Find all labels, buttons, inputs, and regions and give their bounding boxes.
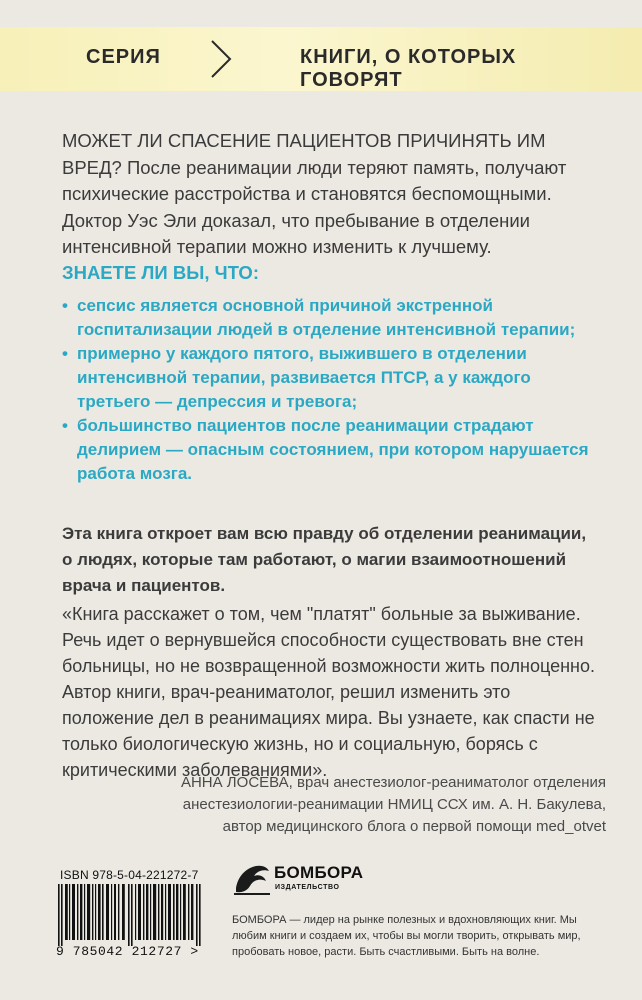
bombora-wave-logo-icon [232, 858, 272, 896]
did-you-know-list [62, 294, 592, 486]
publisher-name: БОМБОРА [274, 863, 364, 882]
series-label: СЕРИЯ [86, 46, 161, 68]
fact-text: примерно у каждого пятого, выжившего в отделении интенсивной терапии, развивается ПТСР, а у каждого третьего — депрессия и тревога; [77, 344, 531, 411]
list-item [62, 294, 592, 342]
did-you-know-heading: ЗНАЕТЕ ЛИ ВЫ, ЧТО: [62, 262, 259, 283]
fact-text: большинство пациентов после реанимации страдают делирием — опасным состоянием, при котором нарушается работа мозга. [77, 416, 589, 483]
bullet-icon: • [62, 296, 68, 315]
publisher-subtitle: ИЗДАТЕЛЬСТВО [275, 884, 340, 891]
attribution-line: анестезиологии-реанимации НМИЦ ССХ им. А. Н. Бакулева, [182, 796, 606, 813]
attribution-line: АННА ЛОСЕВА, врач анестезиолог-реаниматолог отделения [180, 774, 606, 791]
chevron-right-icon [206, 37, 236, 81]
bullet-icon: • [62, 416, 68, 435]
list-item [62, 342, 592, 414]
review-quote: «Книга расскажет о том, чем "платят" больные за выживание. Речь идет о вернувшейся способности существовать вне стен больницы, но не возвращенной возможности жить полноценно. Автор книги, врач-реаниматолог, решил изменить это положение дел в реанимациях мира. Вы узнаете, как спасти не только биологическую жизнь, но и социальную, борясь с критическими заболеваниями». [62, 604, 595, 780]
promo-paragraph: Эта книга откроет вам всю правду об отделении реанимации, о людях, которые там работают, о магии взаимоотношений врача и пациентов. [62, 524, 587, 595]
series-band [0, 27, 642, 91]
bullet-icon: • [62, 344, 68, 363]
series-title: КНИГИ, О КОТОРЫХ ГОВОРЯТ [300, 46, 517, 91]
lead-paragraph: МОЖЕТ ЛИ СПАСЕНИЕ ПАЦИЕНТОВ ПРИЧИНЯТЬ ИМ ВРЕД? После реанимации люди теряют память, получают психические расстройства и становятся беспомощными. Доктор Уэс Эли доказал, что пребывание в отделении интенсивной терапии можно изменить к лучшему. [62, 130, 567, 257]
list-item [62, 414, 592, 486]
barcode-digits: 9 785042 212727 > [56, 944, 199, 959]
attribution-line: автор медицинского блога о первой помощи med_otvet [222, 818, 606, 835]
isbn-label: ISBN 978-5-04-221272-7 [60, 868, 199, 882]
publisher-description: БОМБОРА — лидер на рынке полезных и вдохновляющих книг. Мы любим книги и создаем их, чтобы вы могли творить, открывать мир, пробовать новое, расти. Быть счастливыми. Быть на волне. [232, 914, 581, 958]
fact-text: сепсис является основной причиной экстренной госпитализации людей в отделение интенсивной терапии; [77, 296, 576, 339]
quote-attribution [46, 772, 606, 838]
barcode-icon [58, 884, 208, 946]
